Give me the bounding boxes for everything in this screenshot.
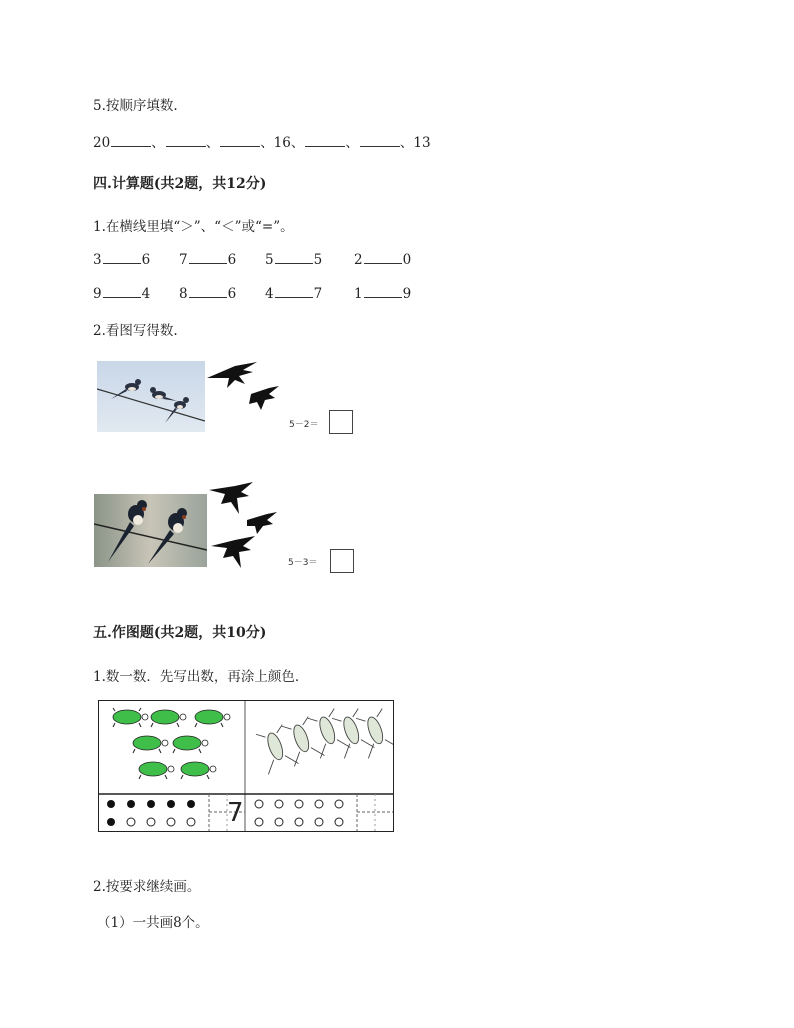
frog-dots: [255, 800, 343, 826]
question-4-2-title: 2.看图写得数.: [93, 323, 178, 339]
turtle-dots: [107, 800, 195, 826]
seq-blank[interactable]: [166, 145, 206, 147]
compare-item: 9 4: [93, 286, 151, 302]
compare-item: 2 0: [354, 252, 412, 268]
written-number[interactable]: 7: [227, 798, 244, 828]
question-5-2-title: 2.按要求继续画。: [93, 879, 201, 895]
seq-blank[interactable]: [305, 145, 345, 147]
seq-blank[interactable]: [111, 145, 151, 147]
question-5-2-sub1: （1）一共画8个。: [97, 915, 209, 931]
seq-sep: 、: [151, 135, 165, 151]
swallows-photo-2: [94, 494, 207, 567]
counting-grid: [98, 700, 394, 832]
seq-sep: 、: [345, 135, 359, 151]
question-4-1-title: 1.在横线里填“＞”、“＜”或“=”。: [93, 219, 294, 235]
answer-box-2[interactable]: [330, 549, 354, 573]
section-4-heading: 四.计算题(共2题，共12分): [93, 176, 267, 192]
compare-item: 1 9: [354, 286, 412, 302]
answer-box-1[interactable]: [329, 410, 353, 434]
question-5-title: 5.按顺序填数.: [93, 98, 178, 114]
seq-start: 20: [93, 135, 111, 151]
compare-item: 4 7: [265, 286, 323, 302]
section-5-heading: 五.作图题(共2题，共10分): [93, 625, 267, 641]
equation-2: 5－3＝: [288, 558, 318, 568]
compare-item: 7 6: [179, 252, 237, 268]
seq-blank[interactable]: [220, 145, 260, 147]
compare-item: 3 6: [93, 252, 151, 268]
turtle-icon: [113, 708, 230, 779]
compare-item: 8 6: [179, 286, 237, 302]
equation-1: 5－2＝: [289, 420, 319, 430]
sequence-row: [93, 131, 431, 151]
flying-swallows-icon: [207, 480, 282, 572]
question-5-1-title: 1.数一数．先写出数，再涂上颜色．: [93, 669, 309, 685]
seq-end: 、13: [399, 135, 431, 151]
seq-sep: 、: [205, 135, 220, 151]
flying-swallows-icon: [205, 358, 280, 418]
compare-item: 5 5: [265, 252, 323, 268]
seq-blank[interactable]: [360, 145, 400, 147]
seq-sep: 、16、: [260, 135, 305, 151]
swallows-photo-1: [97, 361, 205, 432]
frog-icon: [254, 708, 393, 774]
